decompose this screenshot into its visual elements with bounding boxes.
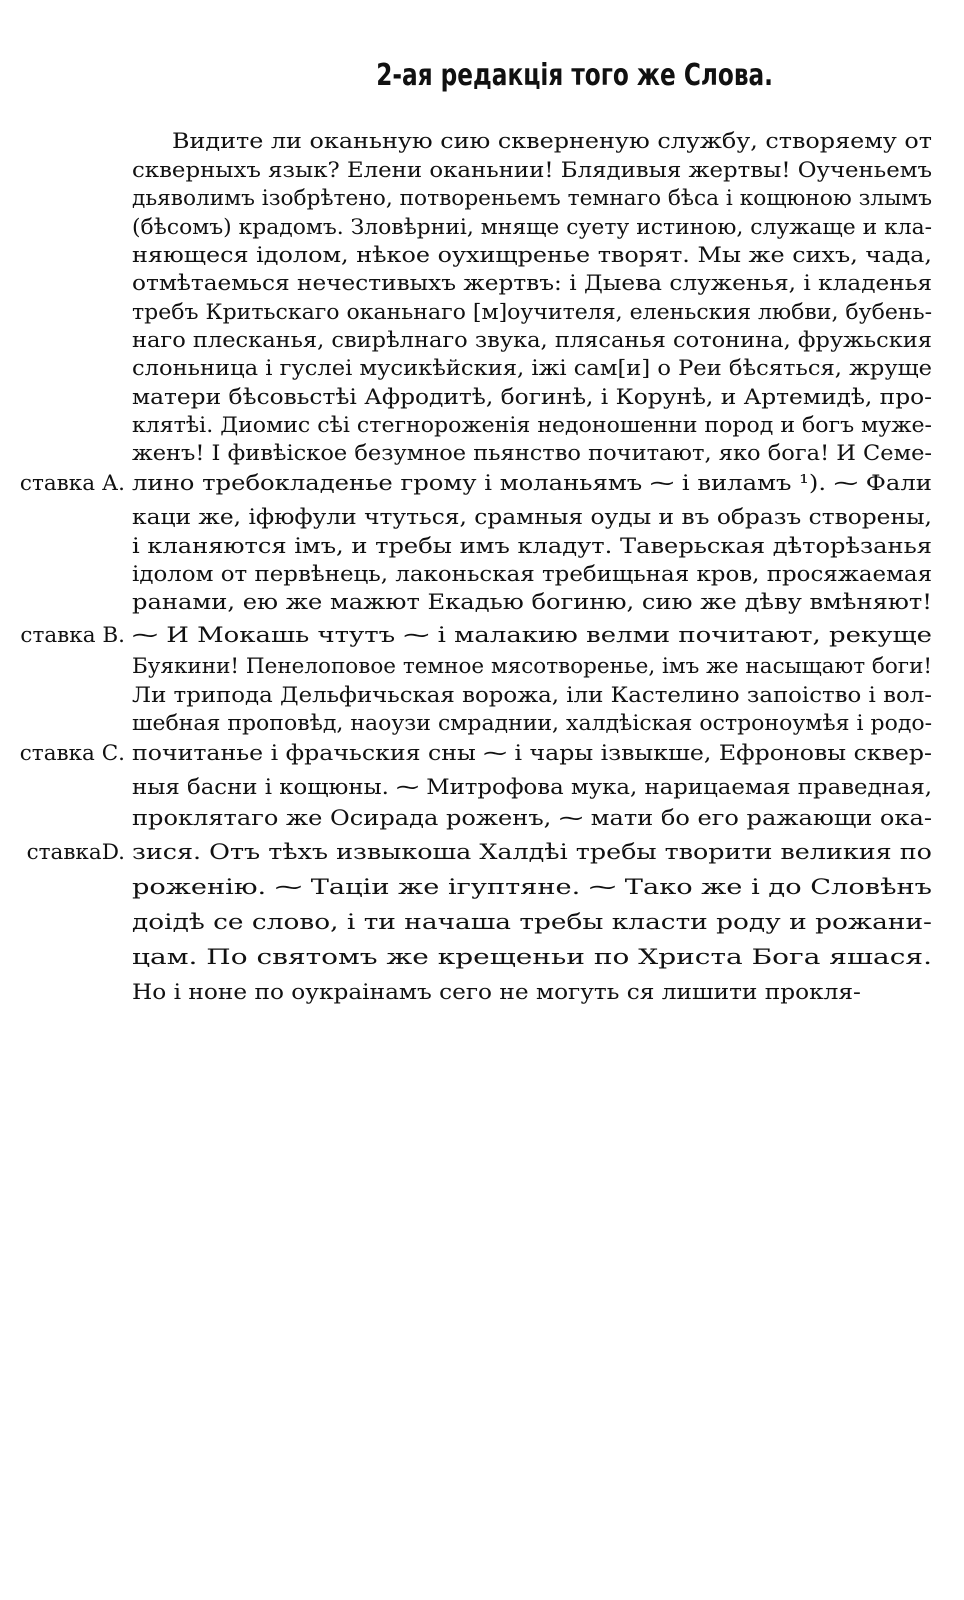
margin-label-b bbox=[0, 620, 125, 652]
margin-label-d bbox=[0, 837, 125, 869]
text-line: каци же, іфюфули чтуться, срамныя оуды и въ образъ створены, bbox=[132, 505, 932, 530]
text-line: почитанье і фрачьския сны ⁓ і чары ізвыкше, Ефроновы сквер- bbox=[132, 741, 932, 766]
text-line: няющеся ідолом, нѣкое оухищренье творят. Мы же сихъ, чада, bbox=[132, 243, 932, 268]
text-line: Буякини! Пенелоповое темное мясотворенье, імъ же насыщают боги! bbox=[132, 654, 932, 679]
margin-label-text: ставка А. bbox=[19, 471, 125, 496]
text-line: Видите ли оканьную сию скверненую службу, створяему от bbox=[171, 129, 932, 154]
text-line: Но і ноне по оукраінамъ сего не могуть ся лишити прокля- bbox=[132, 980, 861, 1005]
text-line: проклятаго же Осирада роженъ, ⁓ мати бо его ражающи ока- bbox=[132, 806, 932, 831]
text-line: матери бѣсовьстѣі Афродитѣ, богинѣ, і Корунѣ, и Артемидѣ, про- bbox=[132, 385, 932, 410]
margin-label-text: ставка С. bbox=[19, 741, 125, 766]
text-line: требъ Критьскаго оканьнаго [м]оучителя, еленьския любви, бубень- bbox=[132, 300, 932, 325]
page-title: 2-ая редакція того же Слова. bbox=[376, 58, 773, 93]
margin-label-c bbox=[0, 738, 125, 770]
text-line: скверныхъ язык? Елени оканьнии! Блядивыя жертвы! Оученьемъ bbox=[132, 158, 932, 183]
text-line: роженію. ⁓ Таціи же ігуптяне. ⁓ Тако же і до Словѣнъ bbox=[132, 875, 932, 900]
text-line: і кланяются імъ, и требы имъ кладут. Таверьская дѣторѣзанья bbox=[132, 534, 932, 559]
text-line: клятѣі. Диомис сѣі стегнороженія недоношенни пород и богъ муже- bbox=[132, 413, 932, 438]
text-line: отмѣтаемься нечестивыхъ жертвъ: і Дыева служенья, і кладенья bbox=[132, 271, 932, 296]
margin-label-a bbox=[0, 468, 125, 500]
text-line: наго плесканья, свирѣлнаго звука, плясанья сотонина, фружьския bbox=[132, 328, 932, 353]
text-line: шебная проповѣд, наоузи смраднии, халдѣіская остроноумѣя і родо- bbox=[132, 711, 932, 736]
text-line: цам. По святомъ же крещеньи по Христа Бога яшася. bbox=[132, 945, 932, 970]
text-line: Ли трипода Дельфичьская ворожа, іли Кастелино запоіство і вол- bbox=[132, 683, 932, 708]
text-line: слоньница і гуслеі мусикѣйския, іжі сам[и] о Реи бѣсяться, жруще bbox=[132, 356, 932, 381]
text-line: доідѣ се слово, і ти начаша требы класти роду и рожани- bbox=[132, 910, 932, 935]
text-line: лино требокладенье грому і моланьямъ ⁓ і виламъ ¹). ⁓ Фали bbox=[132, 471, 932, 496]
text-line: ⁓ И Мокашь чтутъ ⁓ і малакию велми почитают, рекуще bbox=[132, 623, 932, 648]
text-line: дьяволимъ ізобрѣтено, потвореньемъ темнаго бѣса і кощюною злымъ bbox=[132, 186, 932, 211]
text-line: ныя басни і кощюны. ⁓ Митрофова мука, нарицаемая праведная, bbox=[132, 775, 932, 800]
margin-label-text: ставка В. bbox=[20, 623, 125, 648]
text-line: ідолом от первѣнець, лаконьская требищьная кров, просяжаемая bbox=[132, 562, 932, 587]
text-line: (бѣсомъ) крадомъ. Зловѣрниі, мняще суету истиною, служаще и кла- bbox=[132, 215, 932, 240]
margin-label-text: ставкаD. bbox=[26, 840, 125, 865]
text-line: ранами, ею же мажют Екадью богиню, сию же дѣву вмѣняют! bbox=[132, 590, 932, 615]
text-line: зися. Отъ тѣхъ извыкоша Халдѣі требы творити великия по bbox=[132, 840, 932, 865]
text-line: женъ! І фивѣіское безумное пьянство почитают, яко бога! И Семе- bbox=[132, 441, 932, 466]
